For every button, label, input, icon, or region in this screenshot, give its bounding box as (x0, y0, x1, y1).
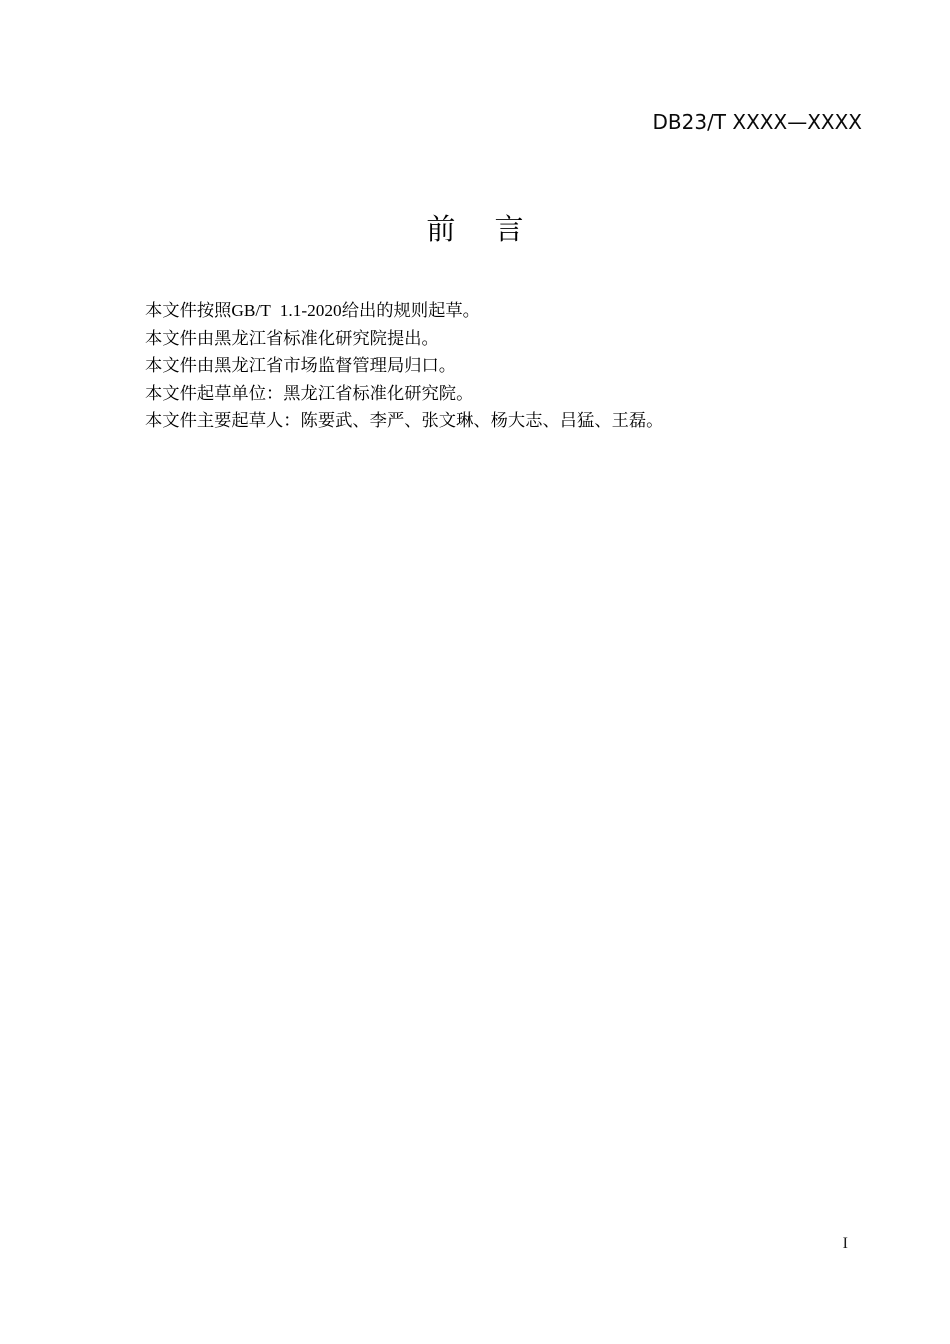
foreword-paragraph: 本文件主要起草人：陈要武、李严、张文琳、杨大志、吕猛、王磊。 (145, 411, 664, 430)
page-title: 前言 (426, 212, 563, 246)
page-number: I (842, 1235, 848, 1252)
foreword-body (145, 297, 862, 435)
doc-number: DB23/T XXXX—XXXX (652, 110, 862, 134)
foreword-paragraph: 本文件由黑龙江省标准化研究院提出。 (145, 328, 439, 348)
foreword-paragraph: 本文件由黑龙江省市场监督管理局归口。 (145, 356, 457, 375)
foreword-paragraph: 本文件按照GB/T 1.1-2020给出的规则起草。 (145, 301, 480, 320)
foreword-paragraph: 本文件起草单位：黑龙江省标准化研究院。 (145, 383, 474, 403)
